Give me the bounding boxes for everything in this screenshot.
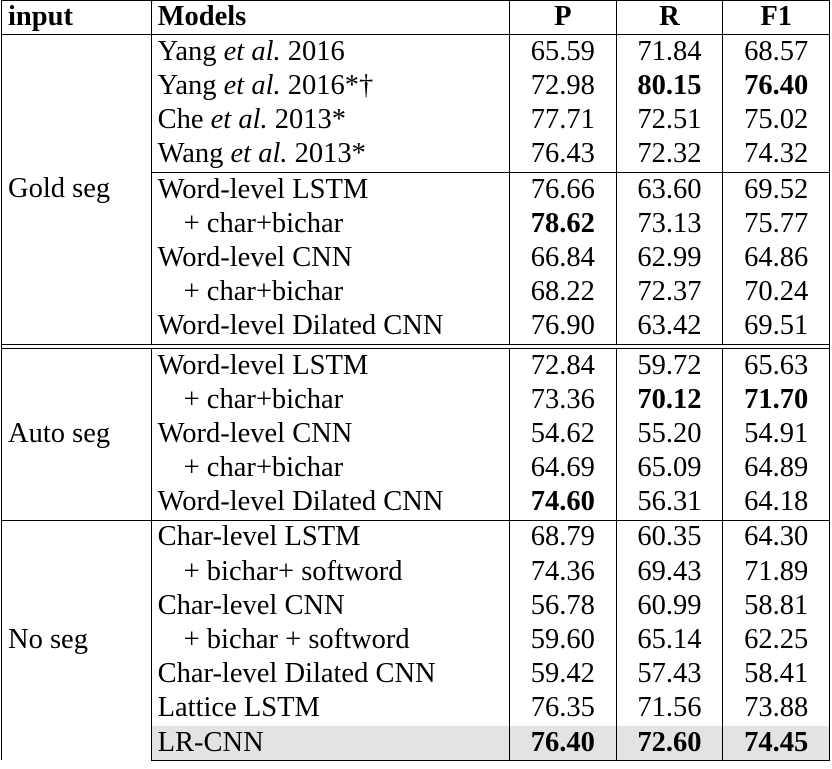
value-r: 60.99 <box>616 589 723 623</box>
header-input: input <box>2 1 152 35</box>
model-year: 2013* <box>287 138 366 170</box>
model-name <box>151 103 509 137</box>
value-r: 55.20 <box>616 417 723 451</box>
value-f1: 71.70 <box>723 383 830 417</box>
value-r: 71.56 <box>616 692 723 726</box>
value-r: 72.60 <box>616 726 723 761</box>
value-f1: 74.32 <box>723 138 830 173</box>
value-p: 59.60 <box>509 623 616 657</box>
value-p: 76.90 <box>509 310 616 345</box>
value-p: 76.40 <box>509 726 616 761</box>
header-f1: F1 <box>723 1 830 35</box>
value-f1: 64.30 <box>723 520 830 555</box>
model-author: Yang <box>157 35 224 67</box>
value-p: 76.43 <box>509 138 616 173</box>
value-p: 77.71 <box>509 103 616 137</box>
model-etal: et al. <box>230 138 288 170</box>
value-f1: 58.81 <box>723 589 830 623</box>
header-p: P <box>509 1 616 35</box>
value-r: 65.14 <box>616 623 723 657</box>
model-name <box>151 138 509 173</box>
model-name: Lattice LSTM <box>151 692 509 726</box>
model-year: 2016*† <box>280 70 374 102</box>
value-f1: 54.91 <box>723 417 830 451</box>
model-name: Char-level CNN <box>151 589 509 623</box>
value-f1: 64.18 <box>723 485 830 520</box>
model-name: + char+bichar <box>151 383 509 417</box>
value-p: 72.84 <box>509 348 616 383</box>
model-author: Che <box>157 104 211 136</box>
value-p: 64.69 <box>509 451 616 485</box>
model-name: Char-level LSTM <box>151 520 509 555</box>
model-name <box>151 35 509 70</box>
value-f1: 62.25 <box>723 623 830 657</box>
model-name: + bichar + softword <box>151 623 509 657</box>
model-name: Word-level CNN <box>151 241 509 275</box>
model-etal: et al. <box>223 35 281 67</box>
value-f1: 74.45 <box>723 726 830 761</box>
value-r: 80.15 <box>616 69 723 103</box>
model-name: + bichar+ softword <box>151 555 509 589</box>
results-table <box>1 0 830 761</box>
value-f1: 68.57 <box>723 35 830 70</box>
model-name: + char+bichar <box>151 275 509 309</box>
value-f1: 75.77 <box>723 207 830 241</box>
value-f1: 75.02 <box>723 103 830 137</box>
value-f1: 71.89 <box>723 555 830 589</box>
value-f1: 69.51 <box>723 310 830 345</box>
model-year: 2013* <box>267 104 347 136</box>
value-r: 57.43 <box>616 657 723 691</box>
model-name: Word-level LSTM <box>151 172 509 207</box>
value-p: 66.84 <box>509 241 616 275</box>
group-label: No seg <box>2 520 152 760</box>
value-p: 72.98 <box>509 69 616 103</box>
model-etal: et al. <box>223 70 281 102</box>
value-f1: 64.86 <box>723 241 830 275</box>
model-name: Word-level LSTM <box>151 348 509 383</box>
value-f1: 65.63 <box>723 348 830 383</box>
value-p: 56.78 <box>509 589 616 623</box>
value-p: 74.36 <box>509 555 616 589</box>
model-author: Yang <box>157 70 224 102</box>
value-p: 65.59 <box>509 35 616 70</box>
value-r: 72.32 <box>616 138 723 173</box>
model-name: Word-level CNN <box>151 417 509 451</box>
value-r: 72.37 <box>616 275 723 309</box>
header-models: Models <box>151 1 509 35</box>
model-author: Wang <box>157 138 231 170</box>
value-f1: 69.52 <box>723 172 830 207</box>
value-r: 62.99 <box>616 241 723 275</box>
value-r: 63.42 <box>616 310 723 345</box>
value-r: 60.35 <box>616 520 723 555</box>
value-p: 78.62 <box>509 207 616 241</box>
group-label: Gold seg <box>2 35 152 345</box>
group-label: Auto seg <box>2 348 152 520</box>
model-name: + char+bichar <box>151 207 509 241</box>
value-p: 76.35 <box>509 692 616 726</box>
value-f1: 58.41 <box>723 657 830 691</box>
value-r: 59.72 <box>616 348 723 383</box>
value-f1: 70.24 <box>723 275 830 309</box>
value-r: 72.51 <box>616 103 723 137</box>
model-etal: et al. <box>210 104 268 136</box>
value-p: 68.22 <box>509 275 616 309</box>
model-name: Char-level Dilated CNN <box>151 657 509 691</box>
model-name: LR-CNN <box>151 726 509 761</box>
table-row <box>2 520 830 555</box>
model-name: Word-level Dilated CNN <box>151 485 509 520</box>
table-row <box>2 35 830 70</box>
value-r: 71.84 <box>616 35 723 70</box>
model-name: Word-level Dilated CNN <box>151 310 509 345</box>
model-year: 2016 <box>280 35 345 67</box>
value-r: 63.60 <box>616 172 723 207</box>
model-name: + char+bichar <box>151 451 509 485</box>
value-f1: 64.89 <box>723 451 830 485</box>
value-p: 74.60 <box>509 485 616 520</box>
value-f1: 73.88 <box>723 692 830 726</box>
header-row <box>2 1 830 35</box>
value-r: 56.31 <box>616 485 723 520</box>
value-p: 54.62 <box>509 417 616 451</box>
header-r: R <box>616 1 723 35</box>
value-r: 65.09 <box>616 451 723 485</box>
value-p: 59.42 <box>509 657 616 691</box>
value-p: 73.36 <box>509 383 616 417</box>
model-name <box>151 69 509 103</box>
value-r: 69.43 <box>616 555 723 589</box>
value-f1: 76.40 <box>723 69 830 103</box>
value-r: 73.13 <box>616 207 723 241</box>
table-row <box>2 348 830 383</box>
value-p: 76.66 <box>509 172 616 207</box>
value-r: 70.12 <box>616 383 723 417</box>
value-p: 68.79 <box>509 520 616 555</box>
